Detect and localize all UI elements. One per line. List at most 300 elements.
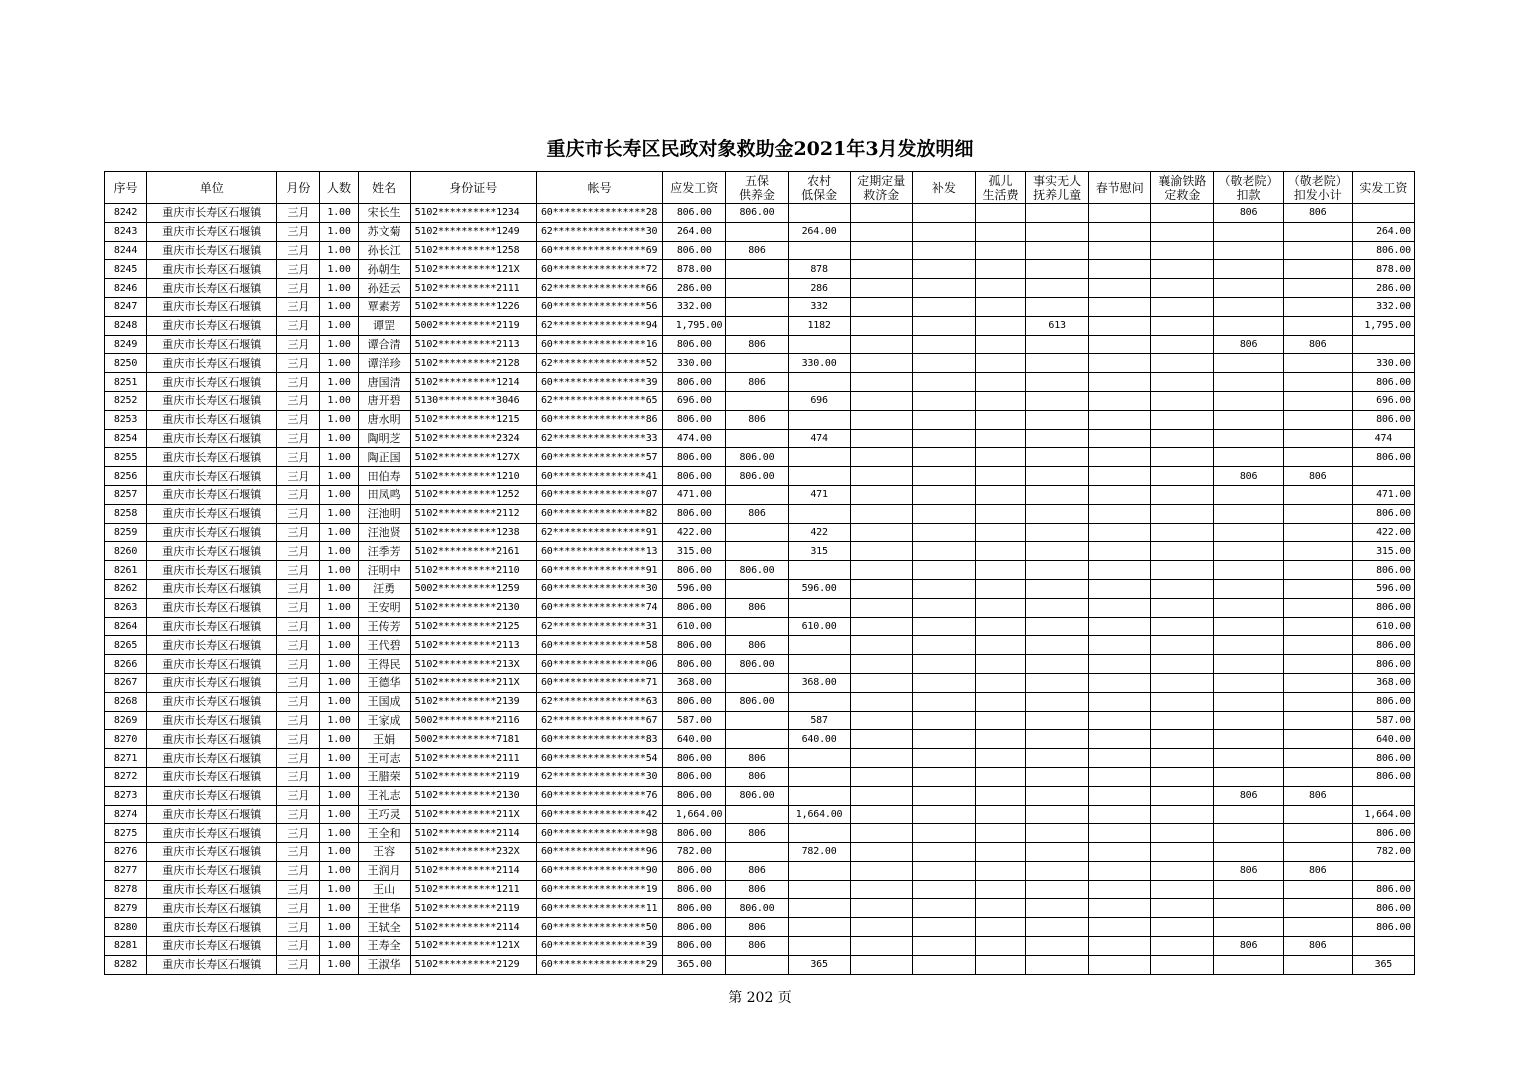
table-cell: 三月 — [277, 354, 320, 373]
table-cell: 5102**********2113 — [410, 636, 536, 655]
table-cell: 三月 — [277, 861, 320, 880]
table-cell: 三月 — [277, 617, 320, 636]
table-cell: 王可志 — [358, 749, 410, 768]
table-cell — [1283, 918, 1352, 937]
table-cell — [1089, 222, 1151, 241]
column-header: 实发工资 — [1352, 172, 1414, 204]
table-cell: 三月 — [277, 767, 320, 786]
table-cell — [1214, 749, 1283, 768]
table-row — [105, 241, 1415, 260]
table-cell — [1089, 373, 1151, 392]
table-cell: 782.00 — [788, 843, 850, 862]
table-row — [105, 636, 1415, 655]
table-cell — [1089, 260, 1151, 279]
table-cell: 8277 — [105, 861, 147, 880]
table-cell — [912, 655, 975, 674]
table-cell — [1151, 542, 1214, 561]
table-cell: 5002**********1259 — [410, 579, 536, 598]
table-cell: 5102**********2324 — [410, 429, 536, 448]
table-cell: 806 — [726, 749, 788, 768]
table-cell: 806.00 — [1352, 880, 1414, 899]
table-cell: 三月 — [277, 542, 320, 561]
table-cell — [1151, 955, 1214, 974]
table-cell: 王世华 — [358, 899, 410, 918]
table-cell — [975, 467, 1025, 486]
table-cell — [850, 429, 912, 448]
table-cell — [788, 598, 850, 617]
table-cell — [1283, 880, 1352, 899]
table-cell — [1283, 598, 1352, 617]
table-cell: 1.00 — [320, 805, 358, 824]
table-cell: 60****************07 — [536, 485, 662, 504]
table-cell — [1283, 523, 1352, 542]
table-cell: 8266 — [105, 655, 147, 674]
table-cell — [1026, 448, 1089, 467]
table-cell: 8271 — [105, 749, 147, 768]
table-cell — [1214, 279, 1283, 298]
table-cell: 5102**********2130 — [410, 786, 536, 805]
table-cell — [1151, 711, 1214, 730]
table-cell: 8246 — [105, 279, 147, 298]
table-cell — [1283, 241, 1352, 260]
table-cell: 368.00 — [1352, 673, 1414, 692]
table-cell — [1089, 673, 1151, 692]
table-cell: 330.00 — [788, 354, 850, 373]
table-cell — [912, 786, 975, 805]
table-cell: 60****************98 — [536, 824, 662, 843]
table-cell: 三月 — [277, 730, 320, 749]
table-row — [105, 335, 1415, 354]
table-cell: 5102**********1214 — [410, 373, 536, 392]
table-cell: 重庆市长寿区石堰镇 — [147, 918, 277, 937]
table-cell — [1214, 730, 1283, 749]
table-cell: 三月 — [277, 222, 320, 241]
table-cell: 806.00 — [1352, 899, 1414, 918]
table-cell: 重庆市长寿区石堰镇 — [147, 523, 277, 542]
table-cell — [1089, 391, 1151, 410]
table-cell — [1151, 655, 1214, 674]
table-cell: 696.00 — [1352, 391, 1414, 410]
table-cell — [1151, 391, 1214, 410]
table-row — [105, 711, 1415, 730]
table-cell: 806 — [1214, 204, 1283, 223]
table-cell: 三月 — [277, 937, 320, 956]
table-cell: 806.00 — [726, 448, 788, 467]
table-cell: 5102**********1226 — [410, 297, 536, 316]
table-cell: 重庆市长寿区石堰镇 — [147, 391, 277, 410]
column-header: 帐号 — [536, 172, 662, 204]
table-cell: 806.00 — [663, 861, 726, 880]
table-cell: 60****************86 — [536, 410, 662, 429]
table-cell: 806 — [1283, 861, 1352, 880]
table-cell: 806.00 — [663, 918, 726, 937]
table-cell: 806.00 — [726, 655, 788, 674]
table-cell: 三月 — [277, 260, 320, 279]
table-cell — [1026, 279, 1089, 298]
table-cell: 62****************33 — [536, 429, 662, 448]
table-cell: 8268 — [105, 692, 147, 711]
table-cell: 三月 — [277, 655, 320, 674]
table-cell — [975, 542, 1025, 561]
table-cell: 8267 — [105, 673, 147, 692]
table-cell — [788, 561, 850, 580]
table-cell: 重庆市长寿区石堰镇 — [147, 824, 277, 843]
table-cell — [1026, 335, 1089, 354]
table-cell: 1.00 — [320, 899, 358, 918]
table-cell: 806.00 — [663, 786, 726, 805]
table-cell: 806.00 — [1352, 561, 1414, 580]
table-cell: 重庆市长寿区石堰镇 — [147, 730, 277, 749]
table-cell: 422.00 — [1352, 523, 1414, 542]
table-cell — [1352, 204, 1414, 223]
table-cell — [1151, 448, 1214, 467]
table-row — [105, 937, 1415, 956]
table-row — [105, 410, 1415, 429]
table-row — [105, 598, 1415, 617]
table-cell — [1151, 204, 1214, 223]
table-cell: 806.00 — [663, 655, 726, 674]
table-cell: 宋长生 — [358, 204, 410, 223]
table-cell — [975, 880, 1025, 899]
table-cell — [975, 410, 1025, 429]
table-row — [105, 523, 1415, 542]
table-cell: 62****************65 — [536, 391, 662, 410]
table-cell: 5102**********2161 — [410, 542, 536, 561]
table-cell: 5102**********2112 — [410, 504, 536, 523]
table-cell: 8263 — [105, 598, 147, 617]
table-cell — [850, 749, 912, 768]
table-cell — [1026, 636, 1089, 655]
table-cell — [912, 485, 975, 504]
table-cell — [912, 429, 975, 448]
table-cell: 田伯寿 — [358, 467, 410, 486]
table-cell: 三月 — [277, 561, 320, 580]
table-cell: 1.00 — [320, 373, 358, 392]
table-cell — [1214, 579, 1283, 598]
table-cell — [850, 617, 912, 636]
table-cell: 806.00 — [1352, 692, 1414, 711]
table-cell — [788, 692, 850, 711]
table-row — [105, 204, 1415, 223]
table-cell: 王安明 — [358, 598, 410, 617]
table-cell: 60****************74 — [536, 598, 662, 617]
table-cell — [1214, 410, 1283, 429]
table-cell — [850, 861, 912, 880]
table-cell: 640.00 — [663, 730, 726, 749]
table-cell: 5102**********1210 — [410, 467, 536, 486]
table-cell — [850, 467, 912, 486]
table-cell — [1283, 561, 1352, 580]
table-cell — [975, 598, 1025, 617]
table-cell — [1026, 711, 1089, 730]
table-cell: 重庆市长寿区石堰镇 — [147, 711, 277, 730]
table-cell: 806 — [726, 880, 788, 899]
table-cell: 806.00 — [663, 824, 726, 843]
table-cell: 332.00 — [663, 297, 726, 316]
table-cell — [1089, 410, 1151, 429]
page-number: 第 202 页 — [728, 990, 792, 1006]
table-cell — [1026, 222, 1089, 241]
table-cell — [975, 937, 1025, 956]
table-cell: 60****************29 — [536, 955, 662, 974]
table-cell: 60****************41 — [536, 467, 662, 486]
table-cell: 三月 — [277, 335, 320, 354]
table-cell — [1151, 241, 1214, 260]
table-cell: 474.00 — [663, 429, 726, 448]
table-cell — [1026, 861, 1089, 880]
table-cell: 重庆市长寿区石堰镇 — [147, 955, 277, 974]
table-cell: 806 — [726, 918, 788, 937]
table-cell — [1151, 260, 1214, 279]
table-cell — [1089, 335, 1151, 354]
table-cell: 1.00 — [320, 316, 358, 335]
table-cell — [850, 204, 912, 223]
table-cell: 8255 — [105, 448, 147, 467]
table-cell: 5002**********7181 — [410, 730, 536, 749]
table-row — [105, 730, 1415, 749]
table-cell: 1.00 — [320, 749, 358, 768]
table-row — [105, 297, 1415, 316]
table-cell: 重庆市长寿区石堰镇 — [147, 354, 277, 373]
table-cell: 1.00 — [320, 937, 358, 956]
table-cell: 5102**********2114 — [410, 861, 536, 880]
table-cell — [912, 673, 975, 692]
table-cell: 5102**********213X — [410, 655, 536, 674]
table-cell: 5130**********3046 — [410, 391, 536, 410]
table-cell: 重庆市长寿区石堰镇 — [147, 636, 277, 655]
table-cell — [1214, 241, 1283, 260]
table-cell — [975, 279, 1025, 298]
table-cell: 王轼全 — [358, 918, 410, 937]
table-cell: 806.00 — [1352, 824, 1414, 843]
table-cell: 重庆市长寿区石堰镇 — [147, 805, 277, 824]
table-cell: 806.00 — [663, 467, 726, 486]
table-cell — [1151, 373, 1214, 392]
table-cell — [975, 561, 1025, 580]
table-cell — [726, 617, 788, 636]
table-cell: 696.00 — [663, 391, 726, 410]
table-cell — [726, 429, 788, 448]
table-cell: 806 — [726, 937, 788, 956]
table-row — [105, 767, 1415, 786]
table-cell: 三月 — [277, 880, 320, 899]
table-cell: 1.00 — [320, 448, 358, 467]
table-cell: 5102**********2119 — [410, 899, 536, 918]
table-cell: 878.00 — [1352, 260, 1414, 279]
table-cell — [1283, 711, 1352, 730]
table-cell — [1151, 824, 1214, 843]
column-header: 孤儿 生活费 — [975, 172, 1025, 204]
table-cell: 5102**********2119 — [410, 767, 536, 786]
table-cell: 315.00 — [1352, 542, 1414, 561]
column-header: 单位 — [147, 172, 277, 204]
table-cell: 1.00 — [320, 260, 358, 279]
table-cell — [726, 711, 788, 730]
table-cell: 806.00 — [726, 786, 788, 805]
table-cell — [912, 354, 975, 373]
table-cell — [1026, 204, 1089, 223]
table-cell — [912, 937, 975, 956]
table-cell — [850, 316, 912, 335]
table-cell — [1283, 542, 1352, 561]
table-cell: 重庆市长寿区石堰镇 — [147, 297, 277, 316]
table-cell — [1151, 410, 1214, 429]
table-cell: 1.00 — [320, 636, 358, 655]
table-cell — [1214, 673, 1283, 692]
table-cell: 5102**********2111 — [410, 279, 536, 298]
table-cell — [1283, 692, 1352, 711]
table-cell — [912, 410, 975, 429]
table-cell: 8264 — [105, 617, 147, 636]
table-cell — [1026, 523, 1089, 542]
table-cell — [850, 241, 912, 260]
table-cell: 5102**********2110 — [410, 561, 536, 580]
table-cell — [850, 542, 912, 561]
table-cell: 60****************30 — [536, 579, 662, 598]
table-cell: 806 — [1214, 786, 1283, 805]
table-cell: 587 — [788, 711, 850, 730]
table-row — [105, 880, 1415, 899]
table-cell: 60****************06 — [536, 655, 662, 674]
table-cell: 8251 — [105, 373, 147, 392]
table-cell: 1.00 — [320, 843, 358, 862]
table-cell — [788, 824, 850, 843]
table-cell — [1151, 523, 1214, 542]
table-cell: 806.00 — [726, 561, 788, 580]
table-cell — [912, 222, 975, 241]
table-cell — [975, 692, 1025, 711]
table-cell: 唐水明 — [358, 410, 410, 429]
table-cell — [1214, 373, 1283, 392]
column-header: 人数 — [320, 172, 358, 204]
table-cell — [912, 692, 975, 711]
table-cell: 62****************52 — [536, 354, 662, 373]
table-cell: 330.00 — [1352, 354, 1414, 373]
table-cell — [1089, 955, 1151, 974]
table-cell: 60****************13 — [536, 542, 662, 561]
table-cell — [1026, 767, 1089, 786]
table-cell — [726, 297, 788, 316]
table-cell: 8258 — [105, 504, 147, 523]
table-cell: 1.00 — [320, 429, 358, 448]
table-cell — [1214, 617, 1283, 636]
table-cell — [912, 636, 975, 655]
table-cell: 重庆市长寿区石堰镇 — [147, 598, 277, 617]
table-cell: 62****************94 — [536, 316, 662, 335]
table-cell — [912, 542, 975, 561]
table-cell: 孙廷云 — [358, 279, 410, 298]
table-cell — [1214, 316, 1283, 335]
table-cell: 60****************72 — [536, 260, 662, 279]
table-cell — [726, 579, 788, 598]
table-cell — [912, 504, 975, 523]
table-cell — [975, 504, 1025, 523]
table-cell — [975, 335, 1025, 354]
table-cell: 重庆市长寿区石堰镇 — [147, 880, 277, 899]
table-cell — [912, 955, 975, 974]
table-cell: 8243 — [105, 222, 147, 241]
table-cell — [1214, 598, 1283, 617]
table-cell — [1151, 918, 1214, 937]
table-cell — [1089, 504, 1151, 523]
table-cell: 王山 — [358, 880, 410, 899]
table-cell — [726, 673, 788, 692]
table-cell: 5102**********121X — [410, 260, 536, 279]
table-cell: 1.00 — [320, 297, 358, 316]
table-cell — [1214, 918, 1283, 937]
table-cell: 422.00 — [663, 523, 726, 542]
table-cell: 60****************96 — [536, 843, 662, 862]
table-cell: 重庆市长寿区石堰镇 — [147, 542, 277, 561]
table-cell: 806 — [1283, 786, 1352, 805]
table-cell — [1026, 467, 1089, 486]
table-cell — [1283, 579, 1352, 598]
table-cell: 三月 — [277, 711, 320, 730]
table-cell: 1.00 — [320, 598, 358, 617]
table-cell — [788, 373, 850, 392]
table-cell — [1026, 354, 1089, 373]
table-cell: 1,664.00 — [1352, 805, 1414, 824]
table-cell — [1214, 523, 1283, 542]
table-cell — [1089, 636, 1151, 655]
table-cell: 8252 — [105, 391, 147, 410]
table-cell — [1089, 467, 1151, 486]
table-cell: 60****************11 — [536, 899, 662, 918]
table-cell — [975, 861, 1025, 880]
table-cell — [912, 297, 975, 316]
table-cell: 1.00 — [320, 861, 358, 880]
table-cell: 1.00 — [320, 410, 358, 429]
table-cell: 三月 — [277, 786, 320, 805]
table-cell: 806.00 — [1352, 410, 1414, 429]
table-cell: 8274 — [105, 805, 147, 824]
table-cell — [788, 467, 850, 486]
table-cell — [975, 373, 1025, 392]
table-cell: 1.00 — [320, 354, 358, 373]
table-cell — [1214, 880, 1283, 899]
table-cell — [726, 391, 788, 410]
table-cell: 王传芳 — [358, 617, 410, 636]
table-cell: 1.00 — [320, 335, 358, 354]
table-row — [105, 354, 1415, 373]
table-cell — [1151, 561, 1214, 580]
table-cell — [1089, 579, 1151, 598]
table-cell — [1214, 561, 1283, 580]
table-cell: 1.00 — [320, 467, 358, 486]
table-row — [105, 786, 1415, 805]
table-cell — [1026, 786, 1089, 805]
table-cell: 806.00 — [663, 504, 726, 523]
table-cell — [850, 222, 912, 241]
table-cell — [1151, 673, 1214, 692]
table-cell: 8265 — [105, 636, 147, 655]
table-cell — [975, 749, 1025, 768]
table-cell: 王淑华 — [358, 955, 410, 974]
table-cell: 王腊荣 — [358, 767, 410, 786]
table-row — [105, 673, 1415, 692]
table-cell: 1,795.00 — [1352, 316, 1414, 335]
table-cell: 806.00 — [1352, 918, 1414, 937]
table-cell: 8244 — [105, 241, 147, 260]
table-cell — [1151, 730, 1214, 749]
table-cell — [1026, 542, 1089, 561]
table-cell — [1151, 504, 1214, 523]
table-cell — [1283, 391, 1352, 410]
table-cell — [975, 391, 1025, 410]
table-cell: 三月 — [277, 805, 320, 824]
table-cell — [912, 523, 975, 542]
table-cell: 1.00 — [320, 673, 358, 692]
